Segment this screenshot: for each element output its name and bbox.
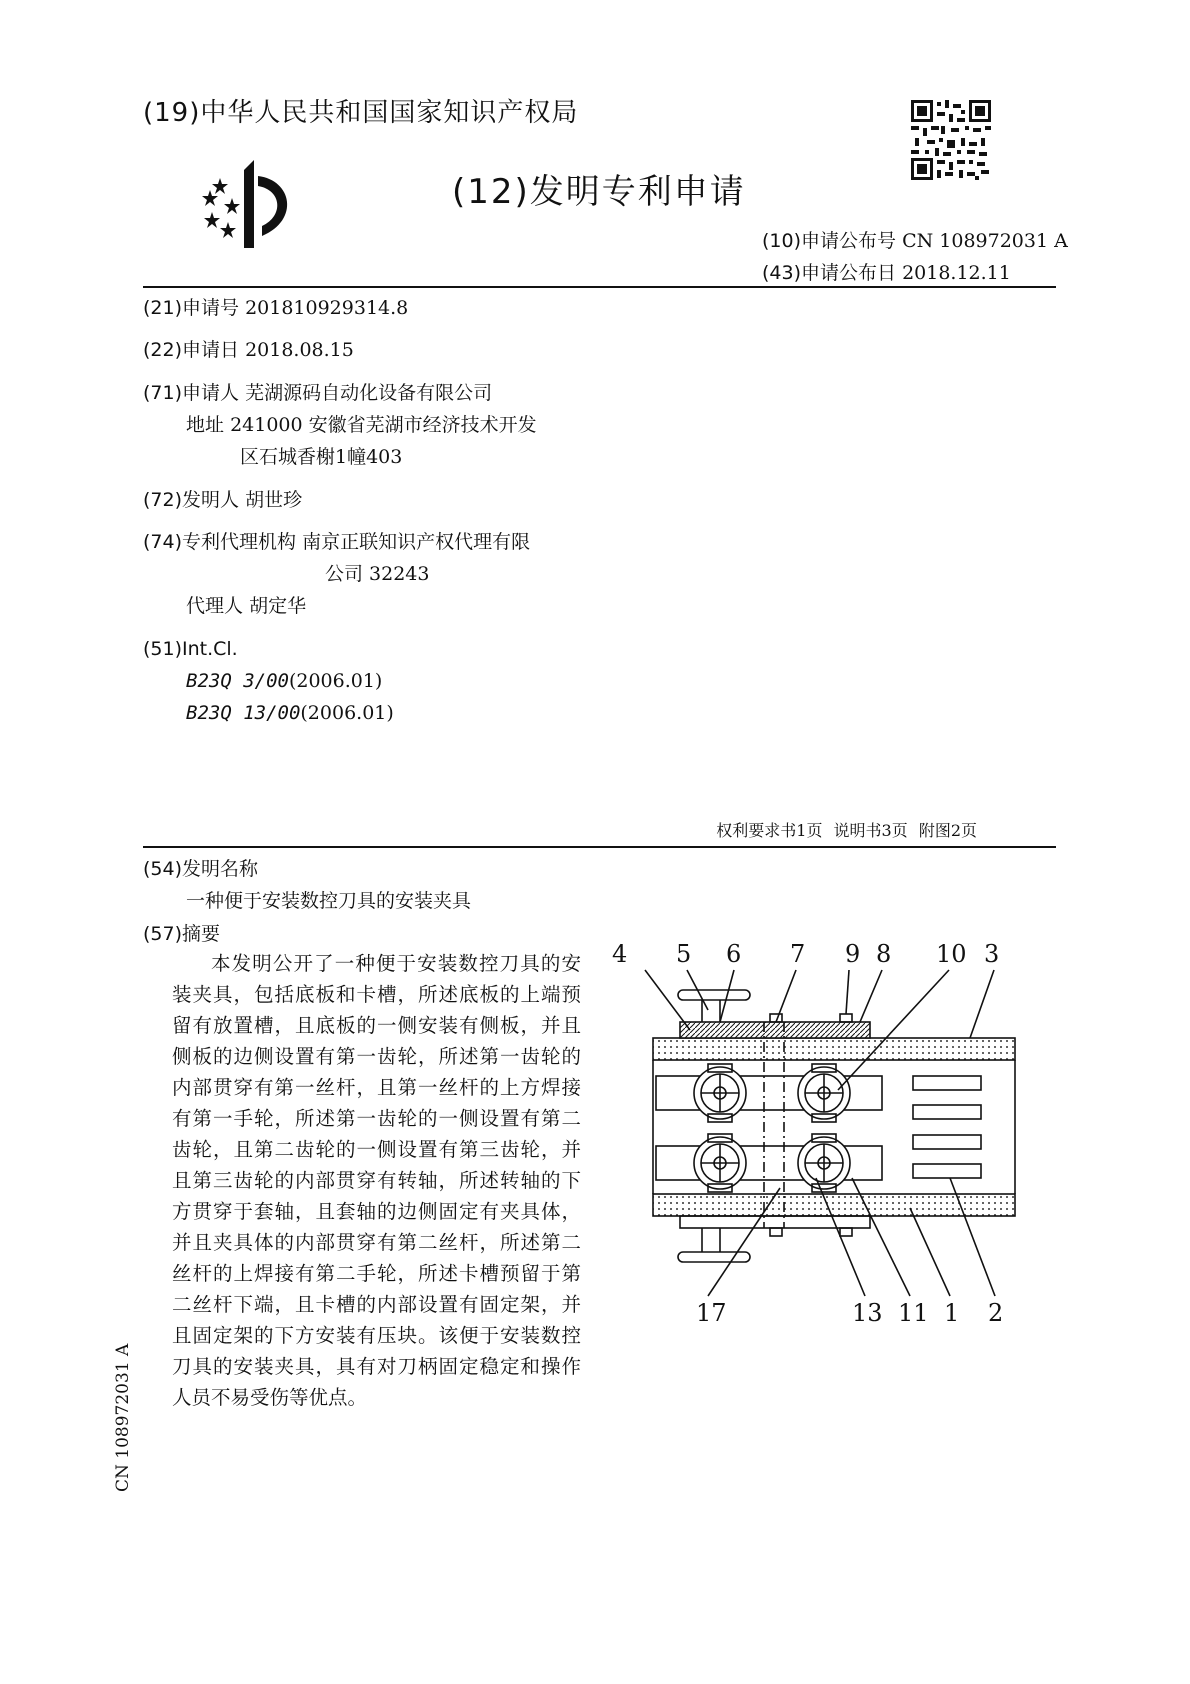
gear-icon	[798, 1134, 850, 1192]
figure-label: 1	[944, 1299, 960, 1327]
publication-date-row	[762, 258, 1011, 285]
address-label: 地址	[186, 414, 225, 436]
address-row	[186, 413, 537, 437]
applicant-label: (71)申请人	[143, 382, 240, 404]
figure-label: 2	[988, 1299, 1004, 1327]
gear-icon	[694, 1064, 746, 1122]
bottom-handwheel	[678, 1252, 750, 1262]
inventor: 胡世珍	[245, 489, 303, 511]
gear-icon	[694, 1134, 746, 1192]
patent-figure	[612, 918, 1070, 1342]
figure-label: 6	[726, 940, 742, 968]
agent-row	[186, 594, 306, 618]
star-icon	[204, 212, 220, 228]
figure-label: 17	[696, 1299, 727, 1327]
invention-title: 一种便于安装数控刀具的安装夹具	[186, 890, 472, 912]
agent-label: 代理人	[186, 595, 244, 617]
header-divider	[143, 286, 1056, 288]
agency-line-2: 公司 32243	[325, 563, 430, 585]
inventor-row	[143, 488, 302, 512]
figure-label: 9	[845, 940, 861, 968]
qr-code	[911, 100, 991, 184]
cnipa-logo	[196, 160, 306, 254]
top-handwheel	[678, 990, 750, 1000]
filing-date: 2018.08.15	[245, 339, 354, 361]
figure-label: 8	[876, 940, 892, 968]
page-counts: 权利要求书1页 说明书3页 附图2页	[716, 821, 977, 840]
agency-label: (74)专利代理机构	[143, 531, 297, 553]
ipc-version: (2006.01)	[288, 670, 383, 692]
application-number-row	[143, 296, 408, 320]
publication-date: 2018.12.11	[902, 262, 1011, 284]
int-cl-label: (51)Int.Cl.	[143, 638, 238, 660]
figure-label: 5	[676, 940, 692, 968]
title-label: (54)发明名称	[143, 858, 259, 880]
abstract-label: (57)摘要	[143, 923, 221, 945]
star-icon	[224, 198, 240, 214]
filing-date-label: (22)申请日	[143, 339, 240, 361]
application-number-label: (21)申请号	[143, 297, 240, 319]
applicant: 芜湖源码自动化设备有限公司	[245, 382, 493, 404]
top-clamp-bar	[680, 1022, 870, 1038]
publication-date-label: (43)申请公布日	[762, 262, 897, 284]
agency-row	[143, 530, 530, 554]
agency-line-1: 南京正联知识产权代理有限	[302, 531, 531, 553]
gear-icon	[798, 1064, 850, 1122]
publication-number: CN 108972031 A	[902, 230, 1068, 252]
ipc-code: B23Q 13/00	[186, 702, 301, 724]
top-plate	[653, 1038, 1015, 1060]
figure-label: 4	[612, 940, 628, 968]
ipc-code: B23Q 3/00	[186, 670, 289, 692]
filing-date-row	[143, 338, 354, 362]
ipc-row	[186, 701, 394, 725]
agent: 胡定华	[249, 595, 307, 617]
abstract-text: 本发明公开了一种便于安装数控刀具的安装夹具，包括底板和卡槽，所述底板的上端预留有放置槽，且底板的一侧安装有侧板，并且侧板的边侧设置有第一齿轮，所述第一齿轮的内部贯穿有第一丝杆，且第一丝杆的上方焊接有第一手轮，所述第一齿轮的一侧设置有第二齿轮，且第二齿轮的一侧设置有第三齿轮，并且第三齿轮的内部贯穿有转轴，所述转轴的下方贯穿于套轴，且套轴的边侧固定有夹具体，并且夹具体的内部贯穿有第二丝杆，所述第二丝杆的上焊接有第二手轮，所述卡槽预留于第二丝杆下端，且卡槽的内部设置有固定架，并且固定架的下方安装有压块。该便于安装数控刀具的安装夹具，具有对刀柄固定稳定和操作人员不易受伤等优点。	[172, 952, 581, 1409]
star-icon	[220, 222, 236, 238]
ipc-row	[186, 669, 382, 693]
application-number: 201810929314.8	[245, 297, 409, 319]
figure-label: 10	[936, 940, 967, 968]
document-type: (12)发明专利申请	[452, 172, 746, 212]
publication-number-label: (10)申请公布号	[762, 230, 897, 252]
star-icon	[212, 178, 228, 194]
figure-label: 13	[852, 1299, 883, 1327]
address-line-2: 区石城香榭1幢403	[240, 446, 403, 468]
side-publication-number: CN 108972031 A	[113, 1343, 133, 1492]
figure-label: 3	[984, 940, 1000, 968]
bottom-clamp-bar	[680, 1216, 870, 1228]
office-name: (19)中华人民共和国国家知识产权局	[143, 98, 579, 128]
ipc-version: (2006.01)	[300, 702, 394, 724]
publication-number-row	[762, 226, 1068, 253]
applicant-row	[143, 381, 492, 405]
figure-label: 11	[898, 1299, 929, 1327]
inventor-label: (72)发明人	[143, 489, 240, 511]
address-line-1: 241000 安徽省芜湖市经济技术开发	[230, 414, 537, 436]
section-divider	[143, 846, 1056, 848]
figure-label: 7	[790, 940, 806, 968]
